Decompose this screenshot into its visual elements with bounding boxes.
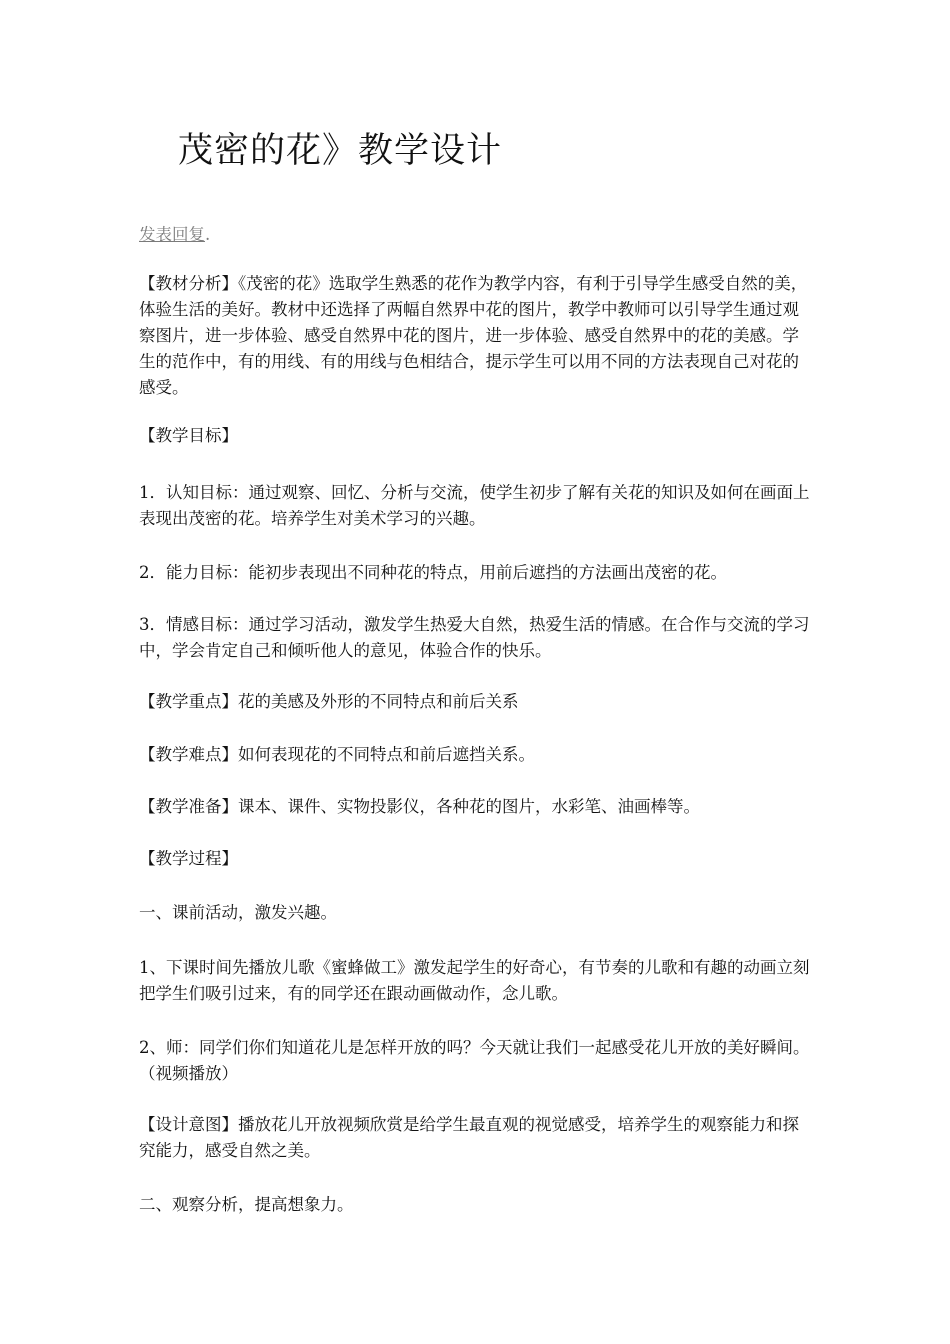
document-title: 茂密的花》教学设计 [178,131,503,171]
paragraph-ability-goal: 2．能力目标：能初步表现出不同种花的特点，用前后遮挡的方法画出茂密的花。 [139,563,727,582]
paragraph-step-2: 2、师：同学们你们知道花儿是怎样开放的吗？今天就让我们一起感受花儿开放的美好瞬间。（视频播放） [139,1038,810,1083]
paragraph-key-point: 【教学重点】花的美感及外形的不同特点和前后关系 [139,692,519,711]
paragraph-difficulty: 【教学难点】如何表现花的不同特点和前后遮挡关系。 [139,745,535,764]
reply-suffix: . [205,225,211,244]
reply-link[interactable]: 发表回复 [139,225,205,244]
heading-teaching-goals: 【教学目标】 [139,426,238,445]
paragraph-emotional-goal: 3．情感目标：通过学习活动，激发学生热爱大自然，热爱生活的情感。在合作与交流的学习中，学会肯定自己和倾听他人的意见，体验合作的快乐。 [139,615,810,660]
paragraph-cognitive-goal: 1．认知目标：通过观察、回忆、分析与交流，使学生初步了解有关花的知识及如何在画面上表现出茂密的花。培养学生对美术学习的兴趣。 [139,483,810,528]
section-heading-2: 二、观察分析，提高想象力。 [139,1195,354,1214]
paragraph-textbook-analysis: 【教材分析】《茂密的花》选取学生熟悉的花作为教学内容，有利于引导学生感受自然的美，体验生活的美好。教材中还选择了两幅自然界中花的图片，教学中教师可以引导学生通过观察图片，进一步体验、感受自然界中花的图片，进一步体验、感受自然界中的花的美感。学生的范作中，有的用线、有的用线与色相结合，提示学生可以用不同的方法表现自己对花的感受。 [139,274,808,397]
paragraph-preparation: 【教学准备】课本、课件、实物投影仪，各种花的图片，水彩笔、油画棒等。 [139,797,700,816]
paragraph-step-1: 1、下课时间先播放儿歌《蜜蜂做工》激发起学生的好奇心，有节奏的儿歌和有趣的动画立刻把学生们吸引过来，有的同学还在跟动画做动作，念儿歌。 [139,958,810,1003]
reply-line [139,222,210,248]
paragraph-design-intent: 【设计意图】播放花儿开放视频欣赏是给学生最直观的视觉感受，培养学生的观察能力和探究能力，感受自然之美。 [139,1115,799,1160]
heading-teaching-process: 【教学过程】 [139,849,238,868]
section-heading-1: 一、课前活动，激发兴趣。 [139,903,337,922]
